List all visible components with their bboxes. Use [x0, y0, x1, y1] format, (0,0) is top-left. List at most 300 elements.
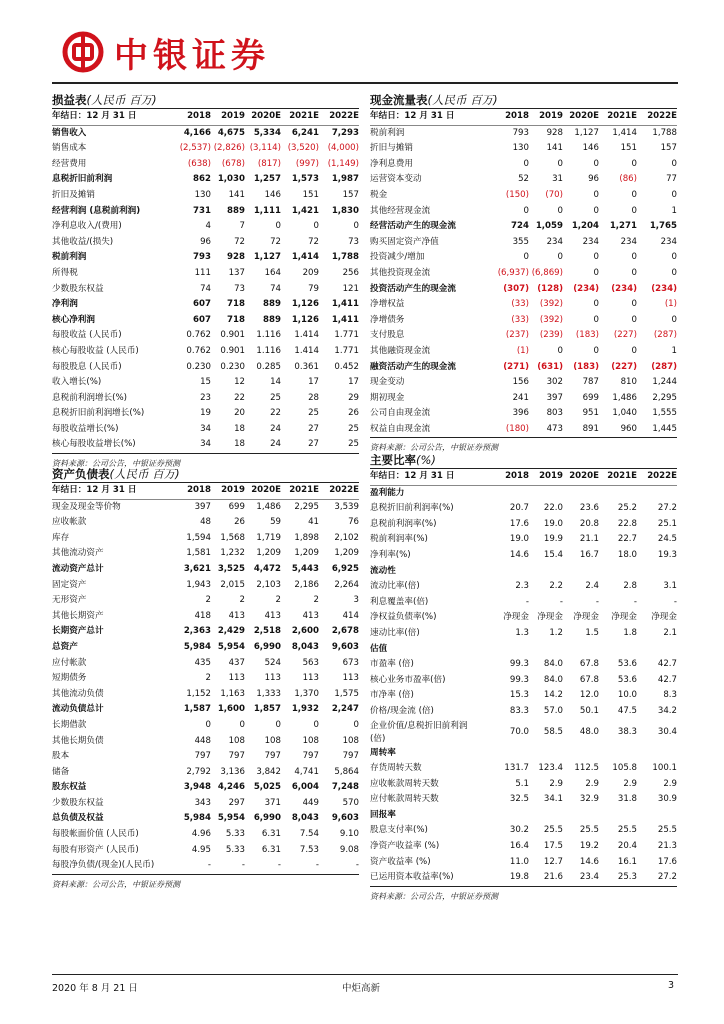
cell-value: 0 [631, 314, 637, 325]
row-label: 周转率 [370, 747, 396, 758]
row-values [177, 811, 359, 827]
row-values [495, 704, 677, 720]
cell-value: 607 [193, 314, 211, 325]
cell-value: 6,241 [291, 127, 319, 138]
table-row [52, 172, 359, 188]
cell-value: 2.2 [549, 581, 563, 592]
cell-value: (1) [664, 299, 677, 310]
table-row [370, 839, 677, 855]
header-year: 2019 [539, 471, 563, 481]
table-row [52, 250, 359, 266]
table-row [52, 235, 359, 251]
cell-value: 5,984 [183, 813, 211, 824]
header-label: 年结日：12 月 31 日 [52, 485, 137, 495]
cell-value: (1) [516, 345, 529, 356]
cell-value: 2,518 [253, 626, 281, 637]
cell-value: 0.230 [220, 361, 245, 372]
cell-value: 1,059 [535, 221, 563, 232]
cell-value: 1.771 [334, 330, 359, 341]
section-heading [370, 746, 677, 762]
source-note: 资料来源：公司公告，中银证券预测 [52, 459, 180, 469]
table-row [370, 579, 677, 595]
cell-value: 6,925 [331, 563, 359, 574]
footer-divider [52, 974, 678, 975]
table-row [370, 610, 677, 626]
cell-value: 234 [582, 236, 599, 247]
row-label: 总资产 [52, 641, 78, 652]
row-values [495, 532, 677, 548]
row-values [177, 406, 359, 422]
cell-value: 108 [302, 735, 319, 746]
cell-value: 123.4 [538, 763, 563, 774]
row-label: 息税前利润增长(%) [52, 392, 128, 403]
table-row [370, 657, 677, 673]
row-values [495, 391, 677, 407]
cell-value: 5.33 [225, 844, 245, 855]
table-row [370, 360, 677, 376]
cell-value: - [355, 860, 359, 871]
cell-value: 2,678 [331, 626, 359, 637]
cell-value: (287) [651, 361, 677, 372]
row-values [177, 671, 359, 687]
cell-value: 25.5 [657, 825, 677, 836]
page-number: 3 [668, 980, 675, 991]
cell-value: 32.9 [579, 794, 599, 805]
cell-value: 25 [348, 439, 359, 450]
cell-value: 121 [342, 283, 359, 294]
cell-value: 76 [348, 517, 359, 528]
header-years [177, 483, 359, 499]
cell-value: 27.2 [657, 872, 677, 883]
cell-value: 371 [264, 797, 281, 808]
row-values [495, 266, 677, 282]
cell-value: 2.3 [515, 581, 529, 592]
cell-value: 0 [631, 345, 637, 356]
row-values [177, 515, 359, 531]
cell-value: 53.6 [617, 674, 637, 685]
table-row [370, 126, 677, 142]
row-label: 净利息费用 [370, 158, 413, 169]
cell-value: (70) [545, 189, 563, 200]
cell-value: 0 [353, 719, 359, 730]
row-label: 企业价值/息税折旧前利润(倍) [370, 720, 468, 744]
cell-value: 18.0 [617, 549, 637, 560]
row-label: 市净率 (倍) [370, 690, 414, 701]
row-label: 支付股息 [370, 330, 405, 341]
table-row [52, 702, 359, 718]
cell-value: 891 [582, 423, 599, 434]
cell-value: 34 [200, 423, 211, 434]
cell-value: 413 [228, 610, 245, 621]
row-label: 净增债务 [370, 314, 405, 325]
cell-value: 724 [511, 221, 529, 232]
cell-value: 146 [264, 189, 281, 200]
row-values [177, 157, 359, 173]
cell-value: 2.9 [585, 778, 599, 789]
table-row [370, 595, 677, 611]
row-values [495, 141, 677, 157]
row-label: 投资活动产生的现金流 [370, 283, 456, 294]
cell-value: 22 [234, 392, 245, 403]
header-year: 2021E [289, 111, 319, 121]
table-row [52, 562, 359, 578]
row-values [177, 640, 359, 656]
cell-value: 47.5 [617, 705, 637, 716]
table-row [52, 796, 359, 812]
cell-value: 1.116 [256, 345, 281, 356]
cell-value: 2.1 [663, 627, 677, 638]
cell-value: (817) [257, 158, 281, 169]
table-row [52, 204, 359, 220]
cell-value: 1,581 [186, 548, 211, 559]
row-values [177, 531, 359, 547]
cell-value: 0.230 [186, 361, 211, 372]
row-label: 无形资产 [52, 595, 87, 606]
cell-value: (6,869) [531, 267, 563, 278]
cell-value: 9.10 [339, 829, 359, 840]
table-row [52, 437, 359, 453]
table-row [370, 235, 677, 251]
cell-value: 58.5 [543, 727, 563, 737]
cell-value: 108 [228, 735, 245, 746]
cell-value: 27 [308, 439, 319, 450]
cell-value: 2,363 [183, 626, 211, 637]
cell-value: 25 [308, 408, 319, 419]
cell-value: 16.1 [617, 856, 637, 867]
row-label: 其他流动资产 [52, 548, 104, 559]
cell-value: 20.8 [579, 518, 599, 529]
header-year: 2019 [221, 111, 245, 121]
cell-value: (631) [537, 361, 563, 372]
cell-value: 99.3 [509, 659, 529, 670]
cell-value: 607 [193, 299, 211, 310]
row-values [177, 344, 359, 360]
row-values [495, 823, 677, 839]
cell-value: 48 [200, 517, 211, 528]
header-divider [52, 82, 678, 84]
cell-value: 84.0 [543, 659, 563, 670]
source-note: 资料来源：公司公告，中银证券预测 [52, 879, 180, 889]
row-values [177, 204, 359, 220]
table-row [370, 188, 677, 204]
cell-value: 20.7 [509, 503, 529, 514]
header-year: 2020E [251, 111, 281, 121]
cell-value: 42.7 [657, 674, 677, 685]
cell-value: 928 [546, 127, 563, 138]
header-label: 年结日：12 月 31 日 [370, 111, 455, 121]
cell-value: 34 [200, 439, 211, 450]
cell-value: 0 [671, 158, 677, 169]
table-row [52, 375, 359, 391]
cell-value: 111 [194, 267, 211, 278]
row-label: 经营费用 [52, 158, 87, 169]
cell-value: 0 [557, 158, 563, 169]
cell-value: 209 [302, 267, 319, 278]
row-label: 公司自由现金流 [370, 408, 431, 419]
cell-value: 5,984 [183, 641, 211, 652]
row-label: 少数股东权益 [52, 797, 104, 808]
table-row [52, 313, 359, 329]
table-row [52, 640, 359, 656]
row-values [495, 375, 677, 391]
cell-value: 99.3 [509, 674, 529, 685]
row-label: 经营利润 (息税前利润) [52, 205, 141, 216]
row-label: 净资产收益率 (%) [370, 841, 440, 852]
cell-value: 7,248 [331, 782, 359, 793]
row-label: 核心业务市盈率(倍) [370, 674, 446, 685]
cell-value: 2 [239, 595, 245, 606]
cell-value: 0 [353, 221, 359, 232]
row-label: 折旧与摊销 [370, 143, 413, 154]
row-values [177, 718, 359, 734]
row-label: 流动性 [370, 565, 396, 576]
section-heading [370, 808, 677, 824]
table-row [52, 282, 359, 298]
cell-value: 0.901 [220, 330, 245, 341]
row-values [495, 219, 677, 235]
row-values [495, 188, 677, 204]
row-label: 每股有形资产 (人民币) [52, 844, 139, 855]
row-values [495, 595, 677, 611]
row-label: 销售成本 [52, 143, 87, 154]
table-row [52, 578, 359, 594]
row-label: 每股净负债/(现金)(人民币) [52, 860, 155, 871]
cell-value: 1,204 [571, 221, 599, 232]
row-label: 每股收益 (人民币) [52, 330, 122, 341]
cell-value: 1,257 [253, 174, 281, 185]
row-label: 税金 [370, 189, 388, 200]
cell-value: 0 [523, 205, 529, 216]
row-values [495, 344, 677, 360]
table-row [52, 593, 359, 609]
table-row [370, 501, 677, 517]
row-values [177, 297, 359, 313]
cell-value: 113 [342, 673, 359, 684]
cell-value: 1,765 [649, 221, 677, 232]
row-values [177, 687, 359, 703]
table-row [52, 391, 359, 407]
section-heading [370, 642, 677, 658]
header-year: 2020E [569, 111, 599, 121]
table-row [52, 765, 359, 781]
cell-value: 130 [194, 189, 211, 200]
table-row [370, 855, 677, 871]
cell-value: (678) [221, 158, 245, 169]
cell-value: 27.2 [657, 503, 677, 514]
cell-value: 0 [523, 158, 529, 169]
cell-value: 1,209 [334, 548, 359, 559]
cell-value: 24 [270, 439, 281, 450]
cell-value: 1,573 [291, 174, 319, 185]
cell-value: (287) [653, 330, 677, 341]
table-row [370, 328, 677, 344]
footer-report-title: 中炬高新 [342, 983, 381, 994]
row-values [177, 749, 359, 765]
row-label: 息税折旧前利润 [52, 174, 113, 185]
cell-value: 889 [227, 205, 245, 216]
row-label: 其他融资现金流 [370, 345, 431, 356]
cell-value: 0 [593, 158, 599, 169]
table-unit: (%) [416, 453, 436, 467]
table-row [52, 531, 359, 547]
cell-value: 17 [348, 377, 359, 388]
row-values [177, 702, 359, 718]
row-label: 应收帐款周转天数 [370, 778, 439, 789]
cell-value: 20 [234, 408, 245, 419]
cell-value: 2.9 [549, 778, 563, 789]
row-values [495, 726, 677, 739]
cell-value: 1,987 [331, 174, 359, 185]
row-label: 库存 [52, 532, 70, 543]
row-values [495, 792, 677, 808]
cell-value: 0 [557, 205, 563, 216]
cell-value: 151 [302, 189, 319, 200]
row-label: 盈利能力 [370, 487, 405, 498]
cell-value: 25.5 [543, 825, 563, 836]
row-label: 投资减少/增加 [370, 252, 425, 263]
row-values [177, 250, 359, 266]
header-label: 年结日：12 月 31 日 [370, 471, 455, 481]
table-row [370, 704, 677, 720]
cell-value: 435 [194, 657, 211, 668]
cell-value: 1 [671, 205, 677, 216]
cell-value: 113 [264, 673, 281, 684]
table-row [52, 827, 359, 843]
cell-value: 2,015 [220, 579, 245, 590]
cell-value: 0 [593, 267, 599, 278]
cell-value: 5,954 [217, 813, 245, 824]
cell-value: 6,004 [291, 782, 319, 793]
cell-value: 1,209 [256, 548, 281, 559]
cell-value: 19 [200, 408, 211, 419]
header-years [177, 109, 359, 125]
table-row [370, 777, 677, 793]
row-label: 净利息收入/(费用) [52, 221, 122, 232]
row-label: 运营资本变动 [370, 174, 422, 185]
cell-value: 100.1 [652, 763, 677, 774]
cell-value: (2,537) [179, 143, 211, 154]
cell-value: 3,539 [334, 501, 359, 512]
row-label: 其他经营现金流 [370, 205, 431, 216]
cell-value: 5,954 [217, 641, 245, 652]
row-values [495, 839, 677, 855]
cell-value: 297 [228, 797, 245, 808]
cell-value: 105.8 [612, 763, 637, 774]
row-label: 每股股息 (人民币) [52, 361, 122, 372]
cell-value: 0 [557, 345, 563, 356]
table-row [370, 823, 677, 839]
row-label: 储备 [52, 766, 70, 777]
cell-value: 1,040 [612, 408, 637, 419]
cell-value: 889 [263, 314, 281, 325]
table-row [52, 297, 359, 313]
cell-value: 2 [313, 595, 319, 606]
row-label: 权益自由现金流 [370, 423, 431, 434]
cell-value: 234 [660, 236, 677, 247]
section-heading [370, 564, 677, 580]
cell-value: 34.2 [657, 705, 677, 716]
cell-value: 0 [313, 221, 319, 232]
cell-value: 2,103 [256, 579, 281, 590]
row-values [495, 517, 677, 533]
cell-value: 18 [234, 439, 245, 450]
cell-value: 1.414 [294, 330, 319, 341]
cell-value: 74 [270, 283, 281, 294]
cell-value: 0 [631, 205, 637, 216]
cell-value: 4,246 [217, 782, 245, 793]
cell-value: 2,295 [652, 392, 677, 403]
header-year: 2019 [539, 111, 563, 121]
cell-value: (4,000) [327, 143, 359, 154]
cell-value: 净现金 [503, 612, 529, 623]
row-values [177, 172, 359, 188]
header-years [495, 109, 677, 125]
cell-value: 25 [270, 392, 281, 403]
cell-value: 2 [205, 595, 211, 606]
cell-value: 34.1 [543, 794, 563, 805]
cell-value: 718 [227, 314, 245, 325]
cell-value: (271) [503, 361, 529, 372]
row-values [495, 126, 677, 142]
row-label: 期初现金 [370, 392, 405, 403]
table-row [370, 313, 677, 329]
table-row [370, 517, 677, 533]
cell-value: 731 [193, 205, 211, 216]
cell-value: 0.452 [334, 361, 359, 372]
cell-value: 4,166 [183, 127, 211, 138]
cell-value: 0 [593, 189, 599, 200]
cell-value: 1,271 [609, 221, 637, 232]
cell-value: 6.31 [261, 829, 281, 840]
cell-value: 12.0 [579, 690, 599, 701]
cell-value: 0 [671, 267, 677, 278]
table-title-text: 主要比率 [370, 453, 416, 467]
row-values [495, 328, 677, 344]
cell-value: 5,443 [291, 563, 319, 574]
cell-value: 0 [239, 719, 245, 730]
cell-value: 1,857 [253, 704, 281, 715]
cell-value: 77 [666, 174, 677, 185]
row-values [177, 578, 359, 594]
cell-value: 2,295 [294, 501, 319, 512]
cell-value: 797 [264, 751, 281, 762]
cell-value: 473 [546, 423, 563, 434]
cell-value: 112.5 [574, 763, 599, 774]
table-row [52, 328, 359, 344]
cell-value: 1,370 [294, 688, 319, 699]
cell-value: 448 [194, 735, 211, 746]
row-values [177, 235, 359, 251]
cell-value: 57.0 [543, 705, 563, 716]
table-title-text: 损益表 [52, 93, 87, 107]
cell-value: 28 [308, 392, 319, 403]
cell-value: 2 [205, 673, 211, 684]
table-bottom-rule [52, 453, 359, 454]
table-row [370, 157, 677, 173]
cell-value: 355 [512, 236, 529, 247]
cell-value: 73 [348, 236, 359, 247]
cell-value: 8.3 [663, 690, 677, 701]
cell-value: 4 [205, 221, 211, 232]
table-title [370, 452, 677, 468]
row-values [177, 609, 359, 625]
row-values [177, 624, 359, 640]
row-label: 资产收益率 (%) [370, 856, 431, 867]
cell-value: 48.0 [579, 727, 599, 737]
cell-value: 241 [512, 392, 529, 403]
cell-value: 0 [671, 189, 677, 200]
cell-value: 0 [631, 299, 637, 310]
